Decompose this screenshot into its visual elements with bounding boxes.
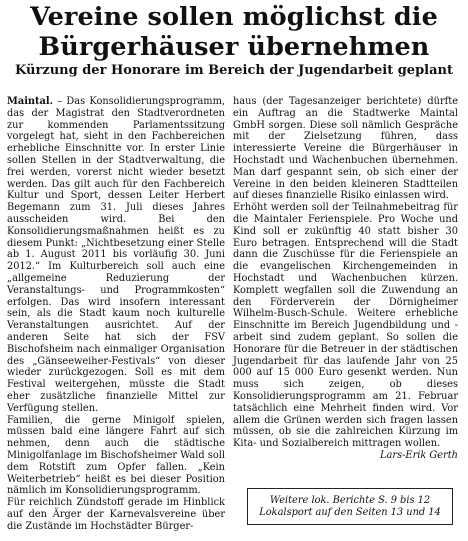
paragraph-1 <box>7 96 225 415</box>
dateline: Maintal. <box>7 96 54 107</box>
article-headline <box>0 2 468 62</box>
article-column-left <box>7 96 225 538</box>
paragraph-2: Familien, die gerne Minigolf spielen, müssen bald eine längere Fahrt auf sich nehmen, denn auch die städtische Minigolfanlage im Bischofsheimer Wald soll dem Rotstift zum Opfer fallen. „Kein Weiterbetrieb“ heißt es bei dieser Position nämlich im Konsolidierungsprogramm. <box>7 414 225 497</box>
article-subheadline: Kürzung der Honorare im Bereich der Jugendarbeit geplant <box>15 63 453 78</box>
headline-line-1: Vereine sollen möglichst die <box>30 2 438 32</box>
headline-line-2: Bürgerhäuser übernehmen <box>38 32 430 62</box>
further-reports-line-1: Weitere lok. Berichte S. 9 bis 12 <box>269 494 431 506</box>
paragraph-4: haus (der Tagesanzeiger berichtete) dürfte ein Auftrag an die Stadtwerke Maintal GmbH sorgen. Diese soll nämlich Gespräche mit der Zielsetzung führen, dass interessierte Vereine die Bürgerhäuser in Hochstadt und Wachenbuchen übernehmen. Man darf gespannt sein, ob sich einer der Vereine in den beiden kleineren Stadtteilen auf dieses finanzielle Risiko einlassen wird. <box>233 96 458 202</box>
further-reports-line-2: Lokalsport auf den Seiten 13 und 14 <box>259 506 441 518</box>
paragraph-3: Für reichlich Zündstoff gerade im Hinblick auf den Ärger der Karnevalsvereine über die Zustände im Hochstädter Bürger- <box>7 497 225 532</box>
further-reports-box <box>247 488 453 525</box>
author-byline: Lars-Erik Gerth <box>380 449 458 461</box>
paragraph-5: Erhöht werden soll der Teilnahmebeitrag für die Maintaler Ferienspiele. Pro Woche und Kind soll er zukünftig 40 statt bisher 30 Euro betragen. Entsprechend will die Stadt dann die Zuschüsse für die Ferienspiele an die evangelischen Kirchengemeinden in Hochstadt und Wachenbuchen kürzen. Komplett wegfallen soll die Zuwendung an den Förderverein der Dörnigheimer Wilhelm-Busch-Schule. Weitere erhebliche Einschnitte im Bereich Jugendbildung und -arbeit sind zudem geplant. So sollen die Honorare für die Betreuer in der städtischen Jugendarbeit für das laufende Jahr von 25 000 auf 15 000 Euro gesenkt werden. Nun muss sich zeigen, ob dieses Konsolidierungsprogramm am 21. Februar tatsächlich eine Mehrheit finden wird. Vor allem die Grünen werden sich fragen lassen müssen, ob sie die zahlreichen Kürzung im Kita- und Sozialbereich mittragen wollen. <box>233 202 458 450</box>
paragraph-1-text: – Das Konsolidierungsprogramm, das der Magistrat den Stadtverordneten zur kommenden Parlamentssitzung vorgelegt hat, sieht in den Fachbereichen erhebliche Einschnitte vor. In erster Linie sollen Stellen in der Stadtverwaltung, die frei werden, vorerst nicht wieder besetzt werden. Das gilt auch für den Fachbereich Kultur und Sport, dessen Leiter Herbert Begemann zum 31. Juli dieses Jahres ausscheiden wird. Bei den Konsolidierungsmaßnahmen heißt es zu diesem Punkt: „Nichtbesetzung einer Stelle ab 1. August 2011 bis vorläufig 30. Juni 2012.“ Im Kulturbereich soll auch eine „allgemeine Reduzierung der Veranstaltungs- und Programmkosten“ erfolgen. Das wird insofern interessant sein, als die Stadt kaum noch kulturelle Veranstaltungen ausrichtet. Auf der anderen Seite hat sich der FSV Bischofsheim nach einmaliger Organisation des „Gänseeweiher-Festivals“ von dieser wieder zurückgezogen. Soll es mit dem Festival weitergehen, müsste die Stadt eher zusätzliche finanzielle Mittel zur Verfügung stellen. <box>7 96 225 414</box>
article-column-right <box>233 96 458 461</box>
